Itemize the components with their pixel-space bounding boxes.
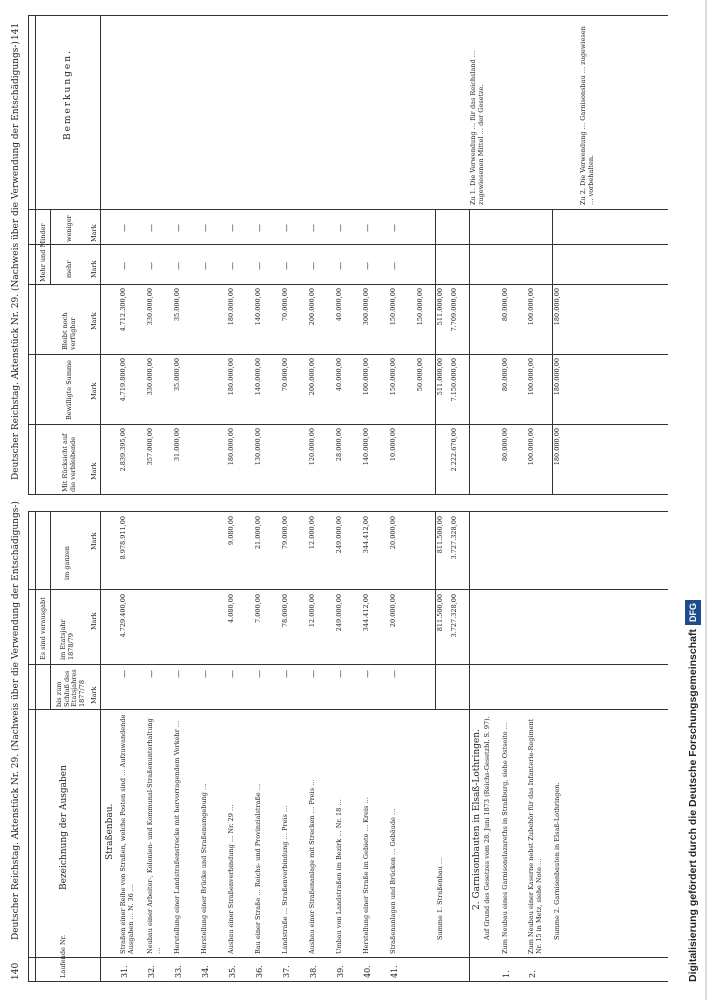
summe-2-c8: 180.000,00 xyxy=(553,358,561,396)
table-row-nr: 34. xyxy=(201,965,210,978)
table-cell-c8: 4.719.800,00 xyxy=(119,358,127,402)
left-col-c5-header: im Etatsjahr 1878/79 xyxy=(59,619,75,660)
table-cell-c4: — xyxy=(363,670,372,678)
table-cell-c9: 330.000,00 xyxy=(146,288,154,326)
left-col-c4-header: bis zum Schluß des Etatsjahres 1877/78 xyxy=(55,669,86,707)
right-remark-1: Zu 1. Die Verwendung … für das Reichsland … zugewiesenen Mittel … der Gesetze. xyxy=(469,50,485,205)
table-cell-c8: 40.000,00 xyxy=(335,358,343,392)
left-col-nr-header: Laufende Nr. xyxy=(59,934,67,978)
table-row-nr: 31. xyxy=(120,965,129,978)
table-cell-c6: 79.000,00 xyxy=(281,516,289,550)
right-col-c9-header: Bleibt noch verfügbar xyxy=(61,312,77,350)
table-cell-c8: 35.000,00 xyxy=(173,358,181,392)
right-col-mm-header: Mehr und Minder xyxy=(39,223,47,282)
left-col-line-0 xyxy=(28,981,668,982)
table-cell-c6: 9.080,00 xyxy=(227,516,235,545)
table-cell-c4: — xyxy=(309,670,318,678)
left-col-desc-header: Bezeichnung der Ausgaben xyxy=(59,765,69,890)
right-colnum-rule xyxy=(35,15,36,495)
summe-1-c8: 511.000,00 xyxy=(436,358,444,396)
table-cell-c4: — xyxy=(390,670,399,678)
table-cell-c7: 10.000,00 xyxy=(389,428,397,462)
table-cell-weniger: — xyxy=(201,224,210,232)
table-cell-weniger: — xyxy=(309,224,318,232)
table-cell-weniger: — xyxy=(120,224,129,232)
table-row-text: Zum Neubau einer Kaserne nebst Zubehör für das Infanterie-Regiment Nr. 15 in Metz, siehe Note … xyxy=(527,718,543,954)
table-cell-mehr: — xyxy=(363,262,372,270)
table-cell-c6: 249.000,00 xyxy=(335,516,343,554)
table-cell-c7: 31.000,00 xyxy=(173,428,181,462)
right-col-line-4 xyxy=(28,244,668,245)
table-cell-c7: 180.000,00 xyxy=(227,428,235,466)
left-group-rule xyxy=(50,512,51,710)
summe-1-label: Summe 1. Straßenbau … xyxy=(436,857,444,940)
left-header-bottom-rule xyxy=(100,512,101,982)
table-cell-c4: — xyxy=(174,670,183,678)
right-unit-c10a: Mark xyxy=(90,260,98,278)
right-unit-c7: Mark xyxy=(90,462,98,480)
table-row-text: Herstellung einer Landstraßenstrecke mit hervorragendem Verkehr … xyxy=(173,720,181,954)
table-cell-c5: 20.000,00 xyxy=(389,594,397,628)
table-row-nr: 35. xyxy=(228,965,237,978)
summe-2-label: Summe 2. Garnisonbauten in Elsaß-Lothringen. xyxy=(553,782,561,940)
right-col-line-6 xyxy=(28,15,668,16)
left-col-line-4 xyxy=(28,589,668,590)
left-section-title: Straßenbau. xyxy=(105,803,115,860)
dfg-watermark-text: Digitalisierung gefördert durch die Deutsche Forschungsgemeinschaft xyxy=(687,629,699,982)
table-cell-c5: 12.000,00 xyxy=(308,594,316,628)
table-row-text: Herstellung einer Straße im Gebiete … Kreis … xyxy=(362,797,370,954)
table-cell-c6: 344.412,00 xyxy=(362,516,370,554)
summe-total-c5: 3.727.328,00 xyxy=(450,594,458,638)
table-cell-c8: 70.000,00 xyxy=(281,358,289,392)
table-cell-c9: 200.000,00 xyxy=(308,288,316,326)
left-col-line-1 xyxy=(28,957,668,958)
table-cell-c8: 200.000,00 xyxy=(308,358,316,396)
table-cell-mehr: — xyxy=(120,262,129,270)
table-cell-mehr: — xyxy=(201,262,210,270)
right-unit-c9: Mark xyxy=(90,312,98,330)
left-col-line-3 xyxy=(28,664,668,665)
summe-total-c8: 7.150.000,00 xyxy=(450,358,458,402)
table-cell-c7: 2.839.395,00 xyxy=(119,428,127,472)
right-col-line-0 xyxy=(28,494,668,495)
table-cell-mehr: — xyxy=(255,262,264,270)
section2-sub: Auf Grund des Gesetzes vom 28. Juni 1873 (Reichs-Gesetzbl. S. 97). xyxy=(483,716,491,940)
table-cell-c9: 150.000,00 xyxy=(389,288,397,326)
table-row-text: Herstellung einer Brücke und Straßenumgebung … xyxy=(200,783,208,954)
table-row-text: Straßenanlagen und Brücken … Gebäude … xyxy=(389,808,397,954)
table-row-nr: 32. xyxy=(147,965,156,978)
table-cell-weniger: — xyxy=(336,224,345,232)
table-cell-c5: 78.000,00 xyxy=(281,594,289,628)
table-cell-c4: — xyxy=(228,670,237,678)
table-cell-c9: 180.000,00 xyxy=(227,288,235,326)
table-row-nr: 38. xyxy=(309,965,318,978)
table-cell-c9: 35.000,00 xyxy=(173,288,181,322)
table-cell-c5: 249.000,00 xyxy=(335,594,343,632)
dfg-logo: DFG xyxy=(685,600,701,625)
right-unit-c10b: Mark xyxy=(90,224,98,242)
table-cell-c7: 28.000,00 xyxy=(335,428,343,462)
table-cell-c4: — xyxy=(120,670,129,678)
table-cell-weniger: — xyxy=(228,224,237,232)
table-cell-c4: — xyxy=(336,670,345,678)
table-row-text: Bau einer Straße … Reichs- und Provinzialstraße … xyxy=(254,783,262,954)
table-cell-c4: — xyxy=(201,670,210,678)
right-col-c8-header: Bewilligte Summe xyxy=(65,359,73,420)
right-top-rule xyxy=(28,15,29,495)
summe-1-c9: 511.000,00 xyxy=(436,288,444,326)
left-colnum-rule xyxy=(35,512,36,982)
left-col-line-2 xyxy=(28,709,668,710)
table-cell-c9: 70.000,00 xyxy=(281,288,289,322)
table-row-text: Umbau von Landstraßen im Bezirk … Nr. 18 … xyxy=(335,799,343,954)
table-cell-c9: 80.000,00 xyxy=(501,288,509,322)
table-row-text: Zum Neubau eines Garnisonslazareths in Straßburg, siehe Ostseite … xyxy=(501,722,509,954)
table-cell-c4: — xyxy=(147,670,156,678)
right-col-line-3 xyxy=(28,284,668,285)
table-row-nr: 41. xyxy=(390,965,399,978)
table-cell-weniger: — xyxy=(147,224,156,232)
left-top-rule xyxy=(28,512,29,982)
left-col-group-header: Es sind verausgabt xyxy=(39,597,47,660)
table-cell-c5: 7.000,00 xyxy=(254,594,262,623)
table-cell-c9: 300.000,00 xyxy=(362,288,370,326)
table-cell-c8: 50.000,00 xyxy=(416,358,424,392)
summe-total-c7: 2.222.670,00 xyxy=(450,428,458,472)
table-cell-c7: 357.000,00 xyxy=(146,428,154,466)
table-cell-mehr: — xyxy=(282,262,291,270)
table-cell-c6: 20.000,00 xyxy=(389,516,397,550)
table-cell-weniger: — xyxy=(255,224,264,232)
summe-total-c6: 3.727.328,00 xyxy=(450,516,458,560)
right-col-remarks-header: Bemerkungen. xyxy=(63,49,73,140)
table-cell-mehr: — xyxy=(174,262,183,270)
right-page-header: Deutscher Reichstag. Aktenstück Nr. 29. (Nachweis über die Verwendung der Entschädigungs-) xyxy=(11,41,21,480)
right-col-weniger-header: weniger xyxy=(65,215,73,242)
table-cell-c8: 330.000,00 xyxy=(146,358,154,396)
right-col-mehr-header: mehr xyxy=(65,260,73,278)
table-cell-mehr: — xyxy=(390,262,399,270)
table-row-nr: 2. xyxy=(528,970,537,978)
table-row-text: Ausbau einer Straßenanlage mit Strecken … Preis … xyxy=(308,779,316,954)
table-cell-c7: 80.000,00 xyxy=(501,428,509,462)
table-row-text: Neubau einer Arbeiter-, Kolonien- und Kommunal-Straßenunterhaltung … xyxy=(146,718,162,954)
table-row-text: Landstraße … Straßenverbindung … Preis … xyxy=(281,805,289,954)
table-cell-c8: 150.000,00 xyxy=(389,358,397,396)
summe-rule xyxy=(435,210,436,495)
table-row-nr: 40. xyxy=(363,965,372,978)
summe-2-c7: 180.000,00 xyxy=(553,428,561,466)
table-row-nr: 37. xyxy=(282,965,291,978)
left-col-c6-header: im ganzen xyxy=(63,546,71,580)
table-cell-c5: 4.080,00 xyxy=(227,594,235,623)
table-cell-mehr: — xyxy=(147,262,156,270)
table-cell-c9: 150.000,00 xyxy=(416,288,424,326)
table-cell-c7: 140.000,00 xyxy=(362,428,370,466)
table-cell-c8: 100.000,00 xyxy=(527,358,535,396)
right-remark-2: Zu 2. Die Verwendung … Garnisonsbau … zugewiesen … vorbehalten. xyxy=(579,26,595,205)
left-page-number: 140 xyxy=(11,962,21,980)
table-row-nr: 39. xyxy=(336,965,345,978)
table-cell-c6: 21.000,00 xyxy=(254,516,262,550)
table-cell-c7: 130.000,00 xyxy=(254,428,262,466)
right-col-line-2 xyxy=(28,354,668,355)
right-unit-c8: Mark xyxy=(90,382,98,400)
table-cell-c8: 180.000,00 xyxy=(227,358,235,396)
table-row-nr: 1. xyxy=(502,970,511,978)
table-cell-mehr: — xyxy=(228,262,237,270)
left-unit-c4: Mark xyxy=(90,686,98,704)
table-cell-c9: 140.000,00 xyxy=(254,288,262,326)
right-col-line-5 xyxy=(28,209,668,210)
summe-1-c6: 811.500,00 xyxy=(436,516,444,554)
section2-title: 2. Garnisonbauten in Elsaß-Lothringen. xyxy=(472,729,482,910)
summe-1-c5: 811.500,00 xyxy=(436,594,444,632)
table-cell-mehr: — xyxy=(309,262,318,270)
table-cell-c4: — xyxy=(255,670,264,678)
summe-2-c9: 180.000,00 xyxy=(553,288,561,326)
table-row-text: Ausbau einer Straßenverbindung … Nr. 29 … xyxy=(227,804,235,954)
table-cell-c8: 140.000,00 xyxy=(254,358,262,396)
table-cell-c9: 40.000,00 xyxy=(335,288,343,322)
left-unit-c6: Mark xyxy=(90,532,98,550)
table-cell-c5: 4.729.400,00 xyxy=(119,594,127,638)
table-cell-weniger: — xyxy=(363,224,372,232)
table-cell-c6: 8.978.911,00 xyxy=(119,516,127,560)
table-cell-c5: 344.412,00 xyxy=(362,594,370,632)
left-unit-c5: Mark xyxy=(90,612,98,630)
table-cell-c8: 100.000,00 xyxy=(362,358,370,396)
section-rule xyxy=(469,210,470,495)
right-col-line-1 xyxy=(28,424,668,425)
table-cell-c6: 12.000,00 xyxy=(308,516,316,550)
dfg-watermark xyxy=(685,10,701,990)
table-cell-c8: 80.000,00 xyxy=(501,358,509,392)
table-cell-c4: — xyxy=(282,670,291,678)
table-cell-c9: 100.000,00 xyxy=(527,288,535,326)
right-col-c7-header: Mit Rücksicht auf die verbleibende xyxy=(61,433,77,492)
table-cell-weniger: — xyxy=(390,224,399,232)
right-mm-rule xyxy=(50,210,51,285)
table-cell-weniger: — xyxy=(282,224,291,232)
table-cell-c7: 100.000,00 xyxy=(527,428,535,466)
table-row-nr: 33. xyxy=(174,965,183,978)
section-rule xyxy=(469,512,470,982)
table-cell-mehr: — xyxy=(336,262,345,270)
right-page-number: 141 xyxy=(11,22,21,40)
left-page-header: Deutscher Reichstag. Aktenstück Nr. 29. (Nachweis über die Verwendung der Entschädigungs-) xyxy=(11,501,21,940)
table-cell-c9: 4.712.300,00 xyxy=(119,288,127,332)
table-row-text: Straßen einer Reihe von Straßen, welche Posten sind … Aufzuwandende Ausgaben … N. 36 … xyxy=(119,714,135,954)
table-cell-c7: 120.000,00 xyxy=(308,428,316,466)
right-header-bottom-rule xyxy=(100,15,101,495)
table-cell-weniger: — xyxy=(174,224,183,232)
table-row-nr: 36. xyxy=(255,965,264,978)
left-col-line-5 xyxy=(28,511,668,512)
summe-total-c9: 7.709.000,00 xyxy=(450,288,458,332)
